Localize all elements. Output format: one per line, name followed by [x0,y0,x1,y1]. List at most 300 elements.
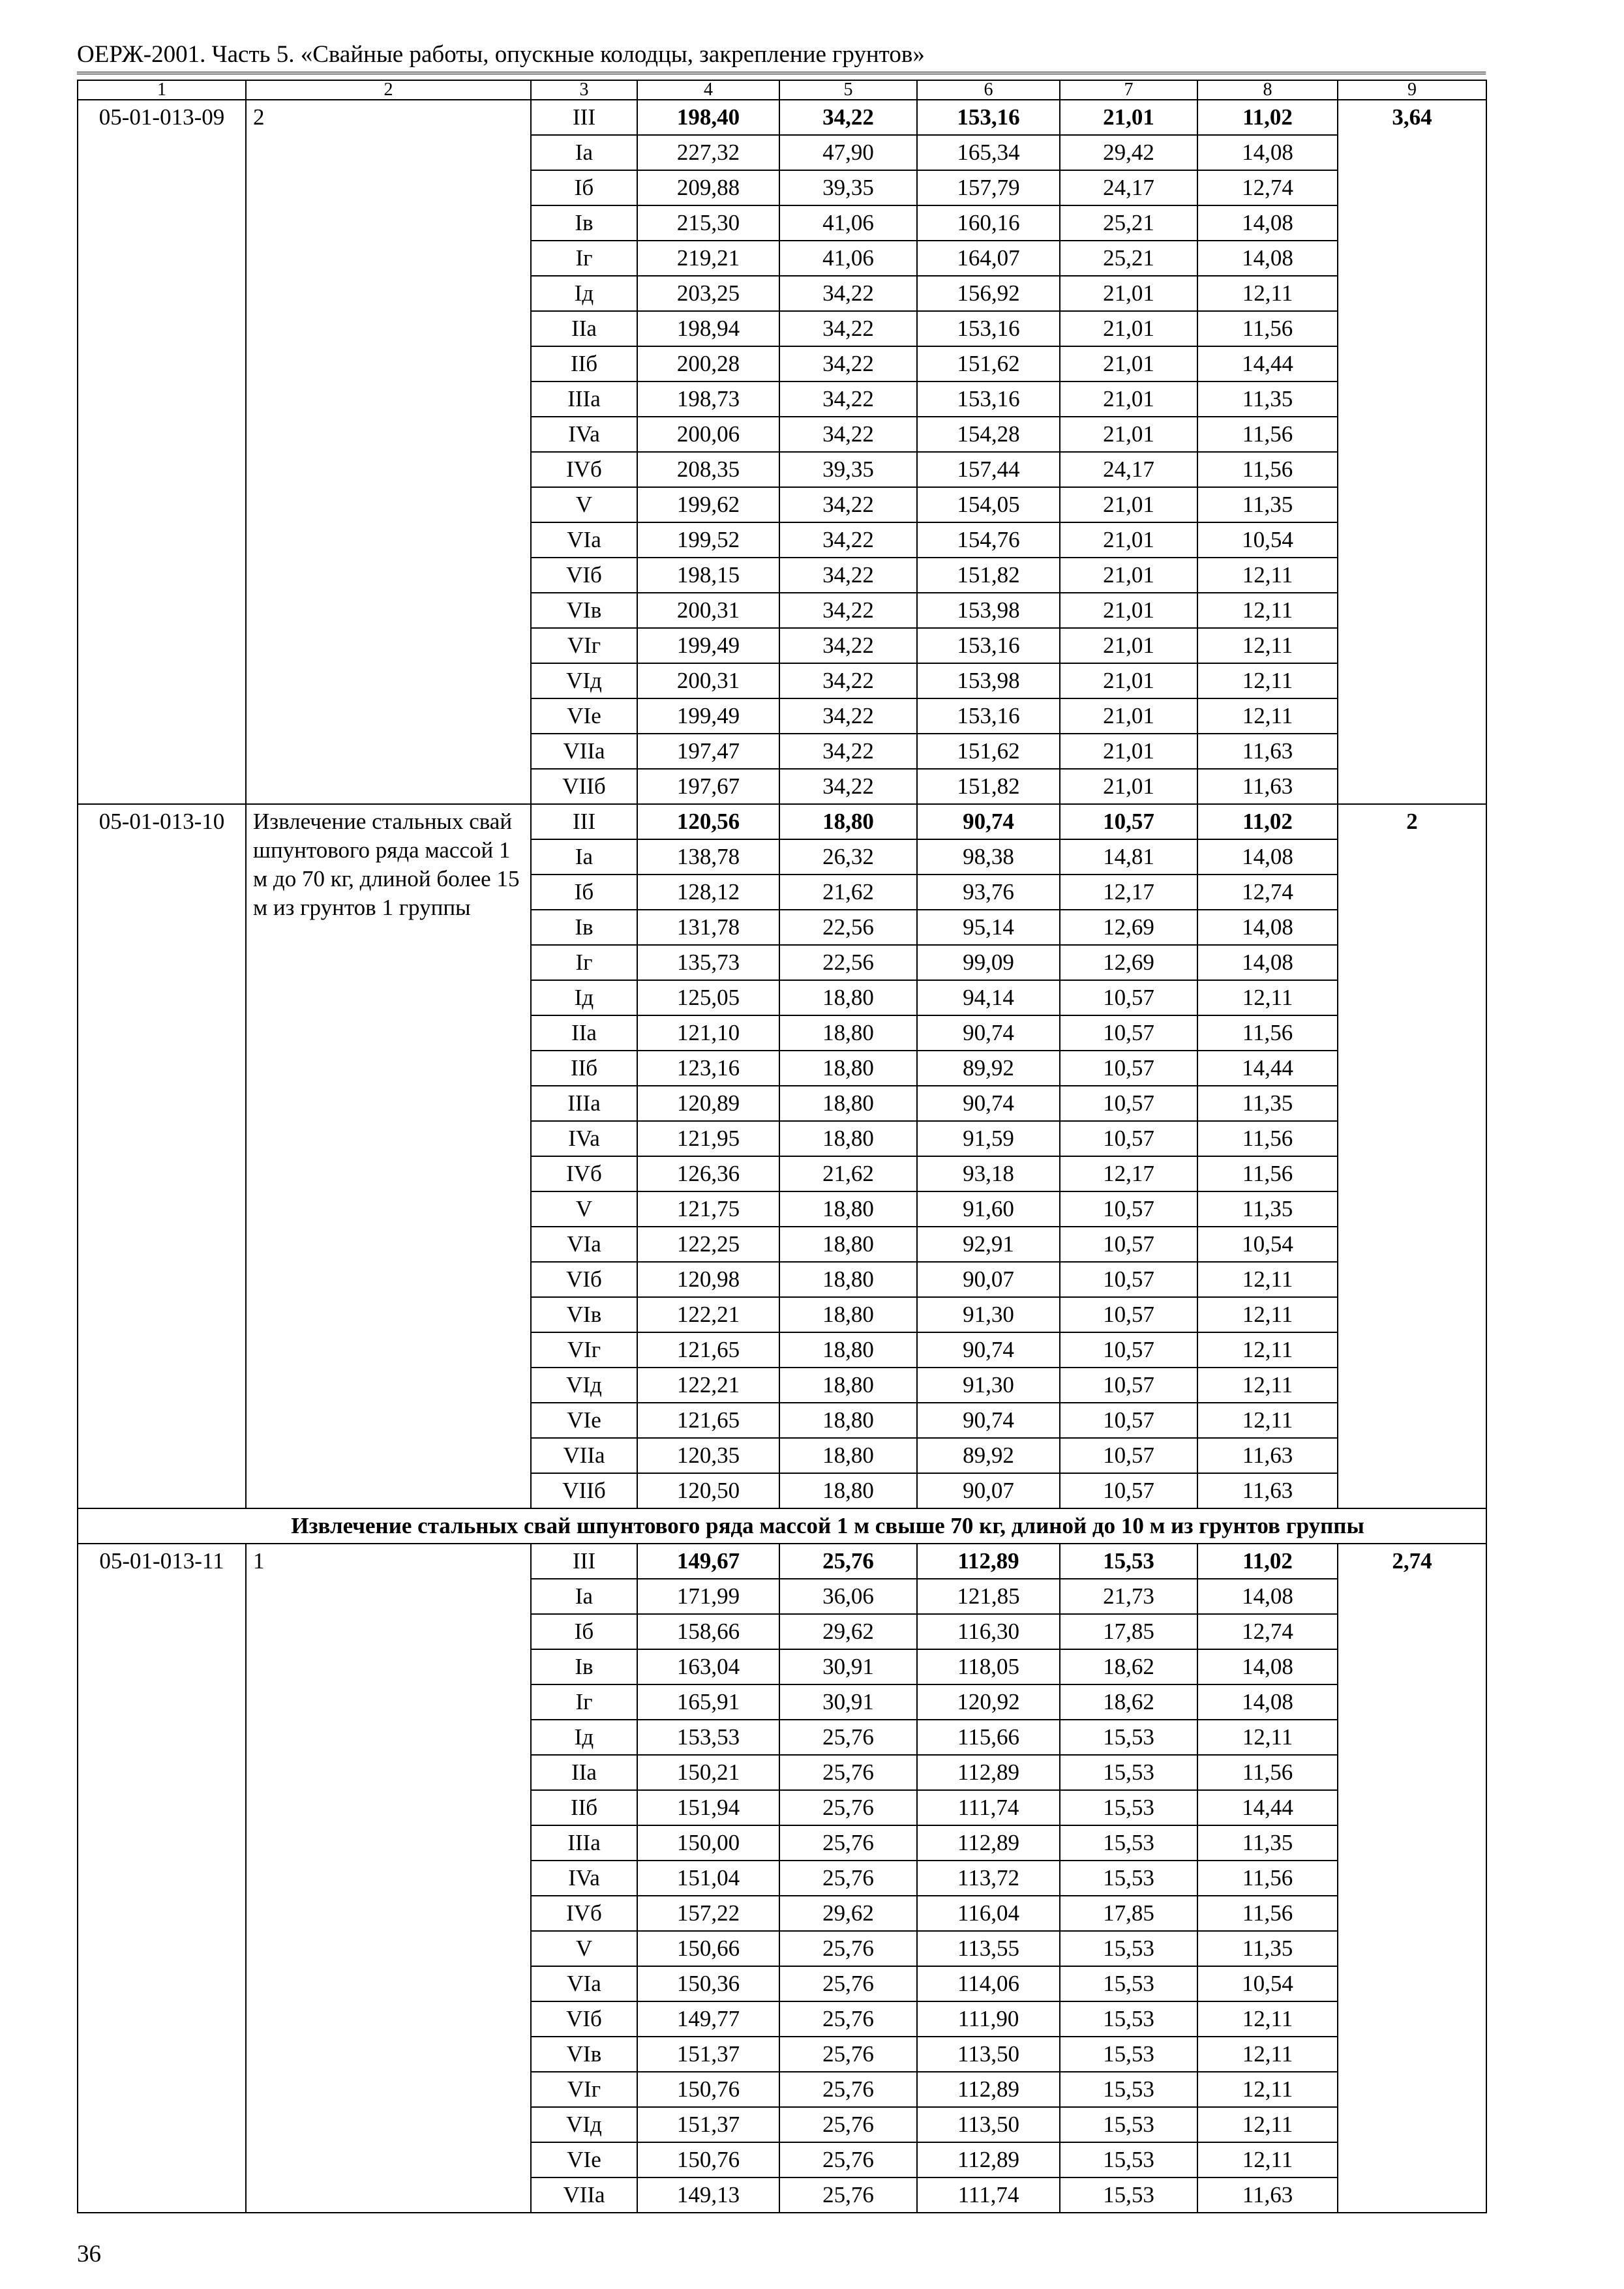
value-cell: 11,35 [1197,1191,1338,1227]
value-cell: 18,80 [779,1015,917,1051]
region-cell: VIe [531,1403,637,1438]
value-cell: 10,57 [1060,1191,1197,1227]
value-cell: 156,92 [917,276,1060,311]
section-heading: Извлечение стальных свай шпунтового ряда массой 1 м свыше 70 кг, длиной до 10 м из грунтов группы [78,1508,1486,1544]
value-cell: 34,22 [779,734,917,769]
region-cell: Iг [531,1684,637,1720]
value-cell: 21,01 [1060,346,1197,382]
value-cell: 121,10 [637,1015,779,1051]
value-cell: 11,56 [1197,1861,1338,1896]
value-cell: 10,57 [1060,1227,1197,1262]
column-number: 9 [1338,80,1486,100]
value-cell: 11,63 [1197,2177,1338,2213]
region-cell: VIг [531,2072,637,2107]
value-cell: 90,74 [917,1332,1060,1368]
page-number: 36 [77,2241,101,2267]
value-cell: 21,62 [779,1156,917,1191]
value-cell: 14,08 [1197,1649,1338,1684]
region-cell: IIб [531,346,637,382]
value-cell: 25,21 [1060,241,1197,276]
value-cell: 121,85 [917,1579,1060,1614]
region-cell: IVб [531,1896,637,1931]
value-cell: 15,53 [1060,1755,1197,1790]
value-cell: 18,80 [779,1438,917,1473]
region-cell: IIa [531,1015,637,1051]
value-cell: 89,92 [917,1438,1060,1473]
value-cell: 12,11 [1197,558,1338,593]
value-cell: 11,56 [1197,1896,1338,1931]
value-cell: 17,85 [1060,1896,1197,1931]
value-cell: 34,22 [779,698,917,734]
value-cell: 15,53 [1060,1966,1197,2001]
region-cell: Iб [531,875,637,910]
value-cell: 30,91 [779,1649,917,1684]
value-cell: 47,90 [779,135,917,170]
header-rule [77,72,1486,74]
value-cell: 18,80 [779,1191,917,1227]
rate-code: 05-01-013-11 [78,1544,246,2213]
value-cell: 122,25 [637,1227,779,1262]
value-cell: 34,22 [779,346,917,382]
region-cell: VIб [531,2001,637,2037]
value-cell: 14,44 [1197,346,1338,382]
value-cell: 34,22 [779,100,917,135]
rate-code: 05-01-013-09 [78,100,246,804]
value-cell: 12,11 [1197,663,1338,698]
value-cell: 10,57 [1060,1332,1197,1368]
value-cell: 21,01 [1060,593,1197,628]
value-cell: 14,08 [1197,205,1338,241]
value-cell: 11,56 [1197,1015,1338,1051]
value-cell: 12,11 [1197,2037,1338,2072]
value-cell: 113,50 [917,2037,1060,2072]
value-cell: 150,76 [637,2072,779,2107]
value-cell: 12,11 [1197,1368,1338,1403]
value-cell: 18,80 [779,1368,917,1403]
rates-table [77,80,1487,2213]
value-cell: 21,62 [779,875,917,910]
value-cell: 114,06 [917,1966,1060,2001]
value-cell: 93,18 [917,1156,1060,1191]
value-cell: 14,08 [1197,241,1338,276]
value-cell: 12,69 [1060,910,1197,945]
value-cell: 12,11 [1197,276,1338,311]
value-cell: 12,11 [1197,980,1338,1015]
value-cell: 21,01 [1060,628,1197,663]
region-cell: VIд [531,2107,637,2142]
value-cell: 154,28 [917,417,1060,452]
region-cell: V [531,1191,637,1227]
region-cell: IVб [531,1156,637,1191]
region-cell: IIб [531,1790,637,1825]
value-cell: 120,35 [637,1438,779,1473]
region-cell: Iг [531,945,637,980]
region-cell: VIIб [531,1473,637,1508]
value-cell: 14,08 [1197,910,1338,945]
value-cell: 116,30 [917,1614,1060,1649]
value-cell: 160,16 [917,205,1060,241]
value-cell: 21,01 [1060,417,1197,452]
value-cell: 10,57 [1060,1121,1197,1156]
value-cell: 113,72 [917,1861,1060,1896]
value-cell: 12,11 [1197,2001,1338,2037]
value-cell: 154,05 [917,487,1060,522]
region-cell: Iв [531,1649,637,1684]
value-cell: 150,66 [637,1931,779,1966]
value-cell: 25,76 [779,1755,917,1790]
rate-description: Извлечение стальных свай шпунтового ряда массой 1 м до 70 кг, длиной более 15 м из грунтов 1 группы [246,804,531,1508]
value-cell: 18,80 [779,980,917,1015]
value-cell: 11,56 [1197,1755,1338,1790]
value-cell: 11,56 [1197,1156,1338,1191]
total-value: 2 [1338,804,1486,1508]
value-cell: 10,57 [1060,1368,1197,1403]
value-cell: 151,94 [637,1790,779,1825]
value-cell: 14,44 [1197,1790,1338,1825]
value-cell: 115,66 [917,1720,1060,1755]
table-row [78,100,1486,135]
page-title: ОЕРЖ-2001. Часть 5. «Свайные работы, опускные колодцы, закрепление грунтов» [77,41,925,68]
value-cell: 149,13 [637,2177,779,2213]
value-cell: 14,81 [1060,839,1197,875]
value-cell: 18,62 [1060,1649,1197,1684]
table-row [78,1544,1486,1579]
value-cell: 116,04 [917,1896,1060,1931]
value-cell: 12,11 [1197,1332,1338,1368]
value-cell: 25,76 [779,2142,917,2177]
section-heading-row [78,1508,1486,1544]
value-cell: 150,00 [637,1825,779,1861]
value-cell: 93,76 [917,875,1060,910]
value-cell: 12,74 [1197,875,1338,910]
value-cell: 34,22 [779,522,917,558]
value-cell: 11,35 [1197,1086,1338,1121]
region-cell: Iд [531,980,637,1015]
value-cell: 12,17 [1060,1156,1197,1191]
value-cell: 25,76 [779,2177,917,2213]
value-cell: 21,01 [1060,311,1197,346]
value-cell: 112,89 [917,1755,1060,1790]
region-cell: Iд [531,276,637,311]
value-cell: 153,16 [917,382,1060,417]
rate-description: 2 [246,100,531,804]
value-cell: 10,57 [1060,1262,1197,1297]
value-cell: 153,16 [917,628,1060,663]
value-cell: 25,76 [779,2107,917,2142]
total-value: 2,74 [1338,1544,1486,2213]
value-cell: 151,62 [917,346,1060,382]
region-cell: IVa [531,1861,637,1896]
region-cell: Ia [531,1579,637,1614]
value-cell: 34,22 [779,663,917,698]
value-cell: 200,31 [637,663,779,698]
value-cell: 15,53 [1060,1861,1197,1896]
region-cell: VIг [531,628,637,663]
column-number: 1 [78,80,246,100]
value-cell: 113,55 [917,1931,1060,1966]
value-cell: 197,47 [637,734,779,769]
value-cell: 15,53 [1060,2142,1197,2177]
value-cell: 10,57 [1060,980,1197,1015]
value-cell: 121,65 [637,1403,779,1438]
value-cell: 21,01 [1060,663,1197,698]
value-cell: 219,21 [637,241,779,276]
value-cell: 11,35 [1197,1931,1338,1966]
region-cell: III [531,100,637,135]
value-cell: 11,56 [1197,1121,1338,1156]
value-cell: 135,73 [637,945,779,980]
value-cell: 122,21 [637,1368,779,1403]
value-cell: 25,76 [779,1861,917,1896]
region-cell: IIIa [531,382,637,417]
value-cell: 121,95 [637,1121,779,1156]
value-cell: 11,56 [1197,452,1338,487]
value-cell: 11,63 [1197,769,1338,804]
value-cell: 153,16 [917,311,1060,346]
value-cell: 24,17 [1060,170,1197,205]
value-cell: 34,22 [779,311,917,346]
value-cell: 21,01 [1060,769,1197,804]
value-cell: 11,35 [1197,382,1338,417]
value-cell: 34,22 [779,628,917,663]
value-cell: 215,30 [637,205,779,241]
region-cell: VIг [531,1332,637,1368]
region-cell: Iг [531,241,637,276]
value-cell: 39,35 [779,452,917,487]
value-cell: 125,05 [637,980,779,1015]
value-cell: 112,89 [917,2142,1060,2177]
rate-description: 1 [246,1544,531,2213]
value-cell: 171,99 [637,1579,779,1614]
value-cell: 29,62 [779,1614,917,1649]
value-cell: 12,11 [1197,1297,1338,1332]
value-cell: 15,53 [1060,1825,1197,1861]
region-cell: VIIa [531,734,637,769]
value-cell: 111,74 [917,1790,1060,1825]
value-cell: 203,25 [637,276,779,311]
value-cell: 157,44 [917,452,1060,487]
value-cell: 12,11 [1197,1720,1338,1755]
value-cell: 120,50 [637,1473,779,1508]
value-cell: 151,37 [637,2107,779,2142]
value-cell: 91,59 [917,1121,1060,1156]
region-cell: IIIa [531,1825,637,1861]
region-cell: VIб [531,558,637,593]
value-cell: 10,57 [1060,1051,1197,1086]
value-cell: 227,32 [637,135,779,170]
value-cell: 120,56 [637,804,779,839]
value-cell: 128,12 [637,875,779,910]
value-cell: 91,60 [917,1191,1060,1227]
value-cell: 11,02 [1197,804,1338,839]
table-body [78,80,1486,2213]
value-cell: 12,11 [1197,593,1338,628]
value-cell: 90,74 [917,804,1060,839]
value-cell: 11,56 [1197,417,1338,452]
value-cell: 200,31 [637,593,779,628]
value-cell: 163,04 [637,1649,779,1684]
value-cell: 18,80 [779,1262,917,1297]
region-cell: VIIa [531,1438,637,1473]
value-cell: 10,57 [1060,1015,1197,1051]
region-cell: III [531,804,637,839]
value-cell: 25,76 [779,1544,917,1579]
rate-code: 05-01-013-10 [78,804,246,1508]
value-cell: 21,01 [1060,558,1197,593]
value-cell: 21,01 [1060,522,1197,558]
value-cell: 199,52 [637,522,779,558]
value-cell: 120,98 [637,1262,779,1297]
value-cell: 112,89 [917,1544,1060,1579]
value-cell: 25,76 [779,2001,917,2037]
value-cell: 10,57 [1060,1297,1197,1332]
value-cell: 29,62 [779,1896,917,1931]
value-cell: 34,22 [779,558,917,593]
value-cell: 10,57 [1060,1403,1197,1438]
value-cell: 153,53 [637,1720,779,1755]
value-cell: 151,82 [917,558,1060,593]
value-cell: 198,94 [637,311,779,346]
value-cell: 90,07 [917,1473,1060,1508]
region-cell: IVб [531,452,637,487]
value-cell: 198,40 [637,100,779,135]
value-cell: 21,01 [1060,276,1197,311]
value-cell: 10,54 [1197,522,1338,558]
column-number: 8 [1197,80,1338,100]
value-cell: 14,08 [1197,945,1338,980]
region-cell: IIIa [531,1086,637,1121]
value-cell: 95,14 [917,910,1060,945]
region-cell: VIд [531,1368,637,1403]
region-cell: Iд [531,1720,637,1755]
value-cell: 41,06 [779,205,917,241]
value-cell: 149,77 [637,2001,779,2037]
value-cell: 199,62 [637,487,779,522]
value-cell: 151,62 [917,734,1060,769]
value-cell: 25,76 [779,1825,917,1861]
value-cell: 10,57 [1060,1086,1197,1121]
value-cell: 18,62 [1060,1684,1197,1720]
value-cell: 11,02 [1197,1544,1338,1579]
value-cell: 153,16 [917,100,1060,135]
value-cell: 199,49 [637,628,779,663]
value-cell: 14,08 [1197,1684,1338,1720]
value-cell: 197,67 [637,769,779,804]
total-value: 3,64 [1338,100,1486,804]
value-cell: 98,38 [917,839,1060,875]
value-cell: 24,17 [1060,452,1197,487]
value-cell: 36,06 [779,1579,917,1614]
value-cell: 118,05 [917,1649,1060,1684]
value-cell: 165,34 [917,135,1060,170]
value-cell: 154,76 [917,522,1060,558]
value-cell: 90,74 [917,1015,1060,1051]
value-cell: 12,11 [1197,1403,1338,1438]
region-cell: VIa [531,1227,637,1262]
value-cell: 99,09 [917,945,1060,980]
value-cell: 11,02 [1197,100,1338,135]
value-cell: 151,37 [637,2037,779,2072]
region-cell: VIв [531,1297,637,1332]
value-cell: 25,76 [779,1790,917,1825]
value-cell: 12,11 [1197,628,1338,663]
value-cell: 12,11 [1197,2107,1338,2142]
value-cell: 12,11 [1197,698,1338,734]
value-cell: 122,21 [637,1297,779,1332]
value-cell: 25,76 [779,1720,917,1755]
value-cell: 131,78 [637,910,779,945]
value-cell: 18,80 [779,804,917,839]
column-number: 5 [779,80,917,100]
value-cell: 10,54 [1197,1227,1338,1262]
value-cell: 17,85 [1060,1614,1197,1649]
value-cell: 15,53 [1060,2177,1197,2213]
value-cell: 10,57 [1060,1438,1197,1473]
value-cell: 18,80 [779,1051,917,1086]
value-cell: 15,53 [1060,2072,1197,2107]
value-cell: 10,57 [1060,804,1197,839]
value-cell: 12,11 [1197,1262,1338,1297]
value-cell: 41,06 [779,241,917,276]
value-cell: 120,89 [637,1086,779,1121]
region-cell: VIe [531,698,637,734]
value-cell: 12,11 [1197,2142,1338,2177]
value-cell: 12,74 [1197,170,1338,205]
region-cell: IVa [531,1121,637,1156]
value-cell: 18,80 [779,1121,917,1156]
value-cell: 10,57 [1060,1473,1197,1508]
value-cell: 208,35 [637,452,779,487]
value-cell: 92,91 [917,1227,1060,1262]
region-cell: III [531,1544,637,1579]
value-cell: 12,11 [1197,2072,1338,2107]
column-number: 2 [246,80,531,100]
table-row [78,804,1486,839]
value-cell: 15,53 [1060,1720,1197,1755]
value-cell: 25,21 [1060,205,1197,241]
value-cell: 18,80 [779,1086,917,1121]
value-cell: 34,22 [779,382,917,417]
value-cell: 12,69 [1060,945,1197,980]
value-cell: 157,79 [917,170,1060,205]
region-cell: VIв [531,593,637,628]
value-cell: 121,75 [637,1191,779,1227]
value-cell: 153,98 [917,663,1060,698]
value-cell: 120,92 [917,1684,1060,1720]
value-cell: 138,78 [637,839,779,875]
value-cell: 18,80 [779,1227,917,1262]
value-cell: 15,53 [1060,2037,1197,2072]
value-cell: 198,73 [637,382,779,417]
value-cell: 18,80 [779,1403,917,1438]
value-cell: 150,36 [637,1966,779,2001]
region-cell: Iб [531,1614,637,1649]
column-number: 7 [1060,80,1197,100]
value-cell: 34,22 [779,487,917,522]
value-cell: 149,67 [637,1544,779,1579]
value-cell: 25,76 [779,2072,917,2107]
value-cell: 111,74 [917,2177,1060,2213]
value-cell: 34,22 [779,417,917,452]
value-cell: 21,01 [1060,487,1197,522]
value-cell: 30,91 [779,1684,917,1720]
value-cell: 164,07 [917,241,1060,276]
region-cell: Ia [531,839,637,875]
value-cell: 21,01 [1060,698,1197,734]
region-cell: VIв [531,2037,637,2072]
value-cell: 18,80 [779,1332,917,1368]
value-cell: 25,76 [779,1966,917,2001]
